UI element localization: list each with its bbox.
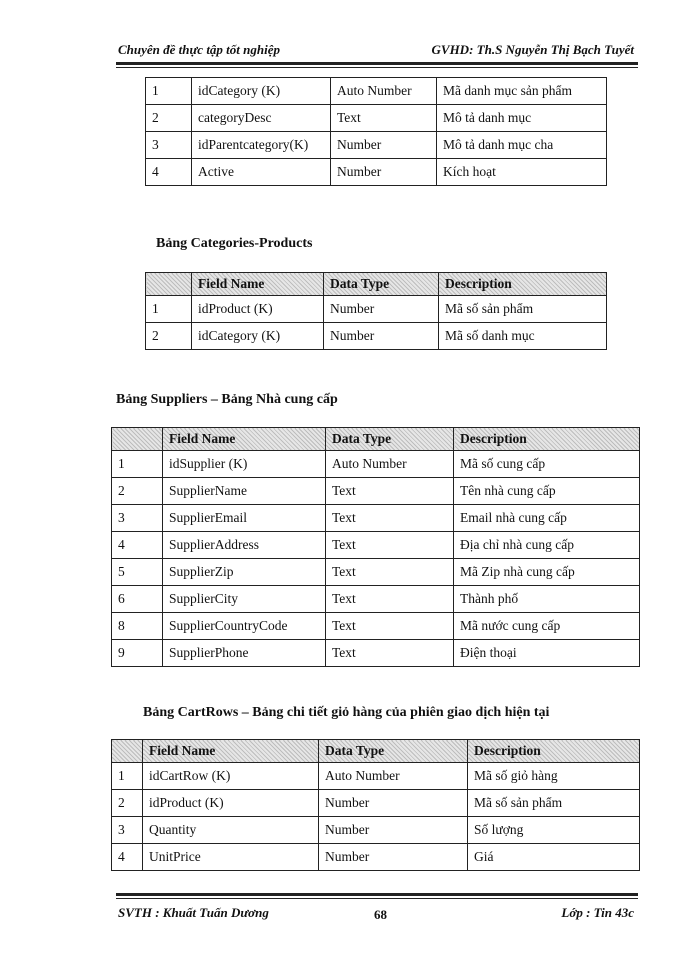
data-type-cell: Text: [326, 559, 454, 586]
table-row: [146, 132, 607, 159]
data-type-cell: Number: [324, 296, 439, 323]
field-name-cell: idProduct (K): [143, 790, 319, 817]
data-type-cell: Text: [326, 478, 454, 505]
field-name-cell: SupplierCity: [163, 586, 326, 613]
header-course-title: Chuyên đề thực tập tốt nghiệp: [118, 42, 280, 57]
row-number-cell: 9: [112, 640, 163, 667]
table-header-row: [146, 273, 607, 296]
column-header: [112, 740, 143, 763]
description-cell: Mã số giỏ hàng: [468, 763, 640, 790]
field-name-cell: SupplierEmail: [163, 505, 326, 532]
column-header: Description: [468, 740, 640, 763]
table-row: [112, 451, 640, 478]
field-name-cell: SupplierZip: [163, 559, 326, 586]
row-number-cell: 6: [112, 586, 163, 613]
categories-table: [145, 77, 607, 186]
field-name-cell: idParentcategory(K): [192, 132, 331, 159]
description-cell: Thành phố: [454, 586, 640, 613]
row-number-cell: 2: [146, 323, 192, 350]
field-name-cell: SupplierPhone: [163, 640, 326, 667]
header-supervisor: GVHD: Th.S Nguyễn Thị Bạch Tuyết: [431, 42, 634, 57]
row-number-cell: 5: [112, 559, 163, 586]
row-number-cell: 4: [112, 532, 163, 559]
suppliers-title: Bảng Suppliers – Bảng Nhà cung cấp: [116, 392, 338, 407]
description-cell: Mã số danh mục: [439, 323, 607, 350]
description-cell: Giá: [468, 844, 640, 871]
table-row: [146, 323, 607, 350]
row-number-cell: 3: [146, 132, 192, 159]
table-row: [112, 586, 640, 613]
categories-products-title: Bảng Categories-Products: [156, 236, 313, 251]
cartrows-title: Bảng CartRows – Bảng chi tiết giỏ hàng của phiên giao dịch hiện tại: [143, 705, 550, 720]
footer-student: SVTH : Khuất Tuấn Dương: [118, 905, 269, 920]
categories-products-table-body: [146, 296, 607, 350]
categories-products-table: [145, 272, 607, 350]
data-type-cell: Text: [326, 613, 454, 640]
table-row: [146, 78, 607, 105]
categories-products-table-head: [146, 273, 607, 296]
row-number-cell: 2: [112, 790, 143, 817]
description-cell: Mô tả danh mục cha: [437, 132, 607, 159]
field-name-cell: idCategory (K): [192, 323, 324, 350]
field-name-cell: SupplierCountryCode: [163, 613, 326, 640]
data-type-cell: Text: [326, 532, 454, 559]
description-cell: Mô tả danh mục: [437, 105, 607, 132]
field-name-cell: SupplierName: [163, 478, 326, 505]
field-name-cell: idCategory (K): [192, 78, 331, 105]
table-row: [112, 478, 640, 505]
row-number-cell: 8: [112, 613, 163, 640]
table-row: [112, 559, 640, 586]
row-number-cell: 4: [146, 159, 192, 186]
data-type-cell: Number: [324, 323, 439, 350]
description-cell: Mã số cung cấp: [454, 451, 640, 478]
data-type-cell: Number: [319, 817, 468, 844]
row-number-cell: 1: [112, 763, 143, 790]
page-number: 68: [374, 907, 387, 922]
table-row: [112, 613, 640, 640]
page-header: [116, 40, 638, 60]
field-name-cell: Quantity: [143, 817, 319, 844]
description-cell: Kích hoạt: [437, 159, 607, 186]
table-row: [112, 790, 640, 817]
categories-table-body: [146, 78, 607, 186]
table-header-row: [112, 740, 640, 763]
column-header: [146, 273, 192, 296]
cartrows-table-head: [112, 740, 640, 763]
description-cell: Tên nhà cung cấp: [454, 478, 640, 505]
table-header-row: [112, 428, 640, 451]
data-type-cell: Number: [331, 159, 437, 186]
data-type-cell: Number: [319, 844, 468, 871]
column-header: Field Name: [143, 740, 319, 763]
table-row: [112, 844, 640, 871]
description-cell: Số lượng: [468, 817, 640, 844]
data-type-cell: Number: [319, 790, 468, 817]
suppliers-table-body: [112, 451, 640, 667]
data-type-cell: Text: [326, 640, 454, 667]
data-type-cell: Text: [331, 105, 437, 132]
table-row: [146, 159, 607, 186]
header-rule-thin: [116, 67, 638, 68]
data-type-cell: Text: [326, 586, 454, 613]
suppliers-table: [111, 427, 640, 667]
description-cell: Mã nước cung cấp: [454, 613, 640, 640]
page-footer: [116, 903, 638, 923]
description-cell: Điện thoại: [454, 640, 640, 667]
table-row: [146, 296, 607, 323]
footer-rule: [116, 893, 638, 896]
table-row: [112, 505, 640, 532]
field-name-cell: idCartRow (K): [143, 763, 319, 790]
data-type-cell: Auto Number: [319, 763, 468, 790]
column-header: Data Type: [326, 428, 454, 451]
row-number-cell: 3: [112, 817, 143, 844]
description-cell: Mã số sản phẩm: [468, 790, 640, 817]
column-header: Data Type: [319, 740, 468, 763]
suppliers-table-head: [112, 428, 640, 451]
row-number-cell: 2: [146, 105, 192, 132]
column-header: Data Type: [324, 273, 439, 296]
table-row: [112, 763, 640, 790]
row-number-cell: 3: [112, 505, 163, 532]
column-header: Field Name: [192, 273, 324, 296]
table-row: [112, 817, 640, 844]
column-header: Description: [454, 428, 640, 451]
field-name-cell: idSupplier (K): [163, 451, 326, 478]
header-rule: [116, 62, 638, 65]
field-name-cell: SupplierAddress: [163, 532, 326, 559]
row-number-cell: 4: [112, 844, 143, 871]
footer-rule-thin: [116, 898, 638, 899]
description-cell: Email nhà cung cấp: [454, 505, 640, 532]
row-number-cell: 1: [112, 451, 163, 478]
cartrows-table: [111, 739, 640, 871]
cartrows-table-body: [112, 763, 640, 871]
description-cell: Mã Zip nhà cung cấp: [454, 559, 640, 586]
data-type-cell: Number: [331, 132, 437, 159]
data-type-cell: Text: [326, 505, 454, 532]
field-name-cell: idProduct (K): [192, 296, 324, 323]
row-number-cell: 2: [112, 478, 163, 505]
description-cell: Mã số sản phẩm: [439, 296, 607, 323]
column-header: Description: [439, 273, 607, 296]
data-type-cell: Auto Number: [326, 451, 454, 478]
column-header: Field Name: [163, 428, 326, 451]
data-type-cell: Auto Number: [331, 78, 437, 105]
field-name-cell: Active: [192, 159, 331, 186]
row-number-cell: 1: [146, 296, 192, 323]
column-header: [112, 428, 163, 451]
field-name-cell: UnitPrice: [143, 844, 319, 871]
field-name-cell: categoryDesc: [192, 105, 331, 132]
footer-class: Lớp : Tin 43c: [561, 905, 634, 920]
description-cell: Địa chỉ nhà cung cấp: [454, 532, 640, 559]
table-row: [112, 640, 640, 667]
row-number-cell: 1: [146, 78, 192, 105]
table-row: [112, 532, 640, 559]
table-row: [146, 105, 607, 132]
description-cell: Mã danh mục sản phẩm: [437, 78, 607, 105]
